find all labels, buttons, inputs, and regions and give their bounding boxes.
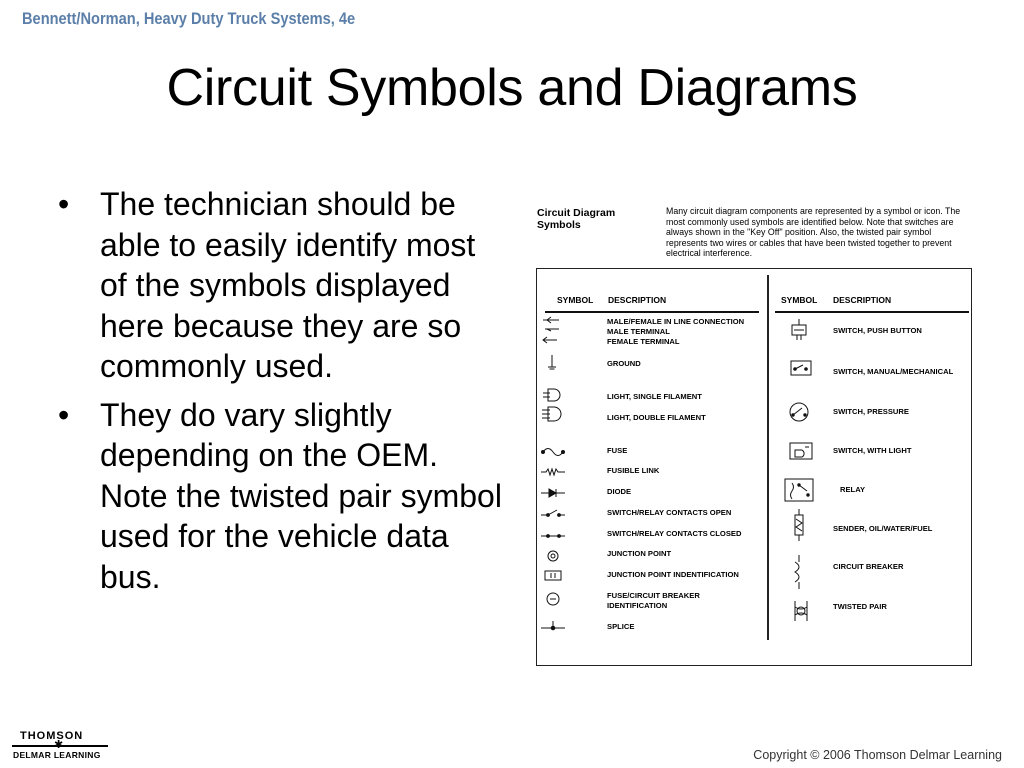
symbol-table [536, 268, 972, 666]
left-desc: LIGHT, SINGLE FILAMENT [607, 392, 702, 401]
slide-title: Circuit Symbols and Diagrams [166, 59, 858, 117]
light-switch-icon [790, 443, 812, 459]
light-double-icon [542, 407, 561, 421]
right-desc: SWITCH, PUSH BUTTON [833, 326, 922, 335]
light-single-icon [543, 389, 560, 401]
sender-icon [795, 509, 803, 541]
bullet-list [58, 184, 508, 605]
thomson-delmar-logo [12, 730, 112, 764]
bullet-item [58, 184, 508, 387]
left-desc: DIODE [607, 487, 632, 496]
contacts-open-icon [541, 510, 565, 516]
book-header: Bennett/Norman, Heavy Duty Truck Systems, 4e [22, 9, 356, 28]
figure-heading: Circuit Diagram Symbols [537, 207, 616, 231]
right-desc: SWITCH, MANUAL/MECHANICAL [833, 367, 954, 376]
left-desc: SWITCH/RELAY CONTACTS OPEN [607, 508, 732, 517]
fusible-link-icon [541, 469, 565, 475]
left-desc: FUSE/CIRCUIT BREAKER [607, 591, 700, 600]
fuse-id-icon [547, 593, 559, 605]
bullet-dot-icon: • [58, 186, 70, 222]
diode-icon [541, 489, 565, 497]
left-desc: JUNCTION POINT [607, 549, 672, 558]
right-desc: SWITCH, PRESSURE [833, 407, 909, 416]
bullet-text: They do vary slightly depending on the OEM. Note the twisted pair symbol used for the vehicle data bus. [100, 396, 502, 595]
circuit-symbols-figure [535, 204, 975, 668]
push-button-switch-icon [792, 319, 806, 340]
logo-top-text: THOMSON [20, 730, 84, 742]
left-desc: MALE TERMINAL [607, 327, 670, 336]
logo-bottom-text: DELMAR LEARNING [13, 750, 101, 760]
figure-description: Many circuit diagram components are represented by a symbol or icon. The most commonly used symbols are identified below. Note that switches are always shown in the "Key Off" position. Also, the twisted pair symbol represents two wires or cables that have been twisted together to prevent electrical interference. [666, 206, 961, 259]
right-desc: CIRCUIT BREAKER [833, 562, 904, 571]
logo-star-icon: ✱ [54, 739, 64, 751]
left-desc: FUSIBLE LINK [607, 466, 660, 475]
left-desc: JUNCTION POINT INDENTIFICATION [607, 570, 739, 579]
ground-icon [548, 355, 556, 369]
left-desc: GROUND [607, 359, 641, 368]
left-desc: IDENTIFICATION [607, 601, 668, 610]
right-desc: TWISTED PAIR [833, 602, 887, 611]
splice-icon [541, 621, 565, 630]
left-desc: LIGHT, DOUBLE FILAMENT [607, 413, 706, 422]
left-desc: FEMALE TERMINAL [607, 337, 680, 346]
junction-point-icon [548, 551, 558, 561]
right-desc: SWITCH, WITH LIGHT [833, 446, 912, 455]
junction-id-icon [545, 571, 561, 580]
pressure-switch-icon [790, 403, 808, 421]
right-description-header: DESCRIPTION [833, 295, 892, 305]
manual-switch-icon [791, 361, 811, 375]
twisted-pair-icon [795, 601, 807, 621]
right-desc: SENDER, OIL/WATER/FUEL [833, 524, 933, 533]
bullet-text: The technician should be able to easily identify most of the symbols displayed here because they are so commonly used. [100, 186, 476, 384]
relay-icon [785, 479, 813, 501]
bullet-item [58, 395, 508, 598]
left-description-header: DESCRIPTION [608, 295, 667, 305]
left-desc: MALE/FEMALE IN LINE CONNECTION [607, 317, 745, 326]
fuse-icon [542, 449, 565, 456]
left-desc: SWITCH/RELAY CONTACTS CLOSED [607, 529, 742, 538]
circuit-breaker-icon [795, 555, 799, 589]
inline-connection-icon [543, 317, 559, 343]
left-desc: FUSE [607, 446, 628, 455]
bullet-dot-icon: • [58, 396, 70, 433]
copyright-text: Copyright © 2006 Thomson Delmar Learning [753, 748, 1002, 762]
left-desc: SPLICE [607, 622, 635, 631]
contacts-closed-icon [541, 535, 565, 538]
right-desc: RELAY [840, 485, 866, 494]
right-symbol-header: SYMBOL [781, 295, 818, 305]
left-symbol-header: SYMBOL [557, 295, 594, 305]
